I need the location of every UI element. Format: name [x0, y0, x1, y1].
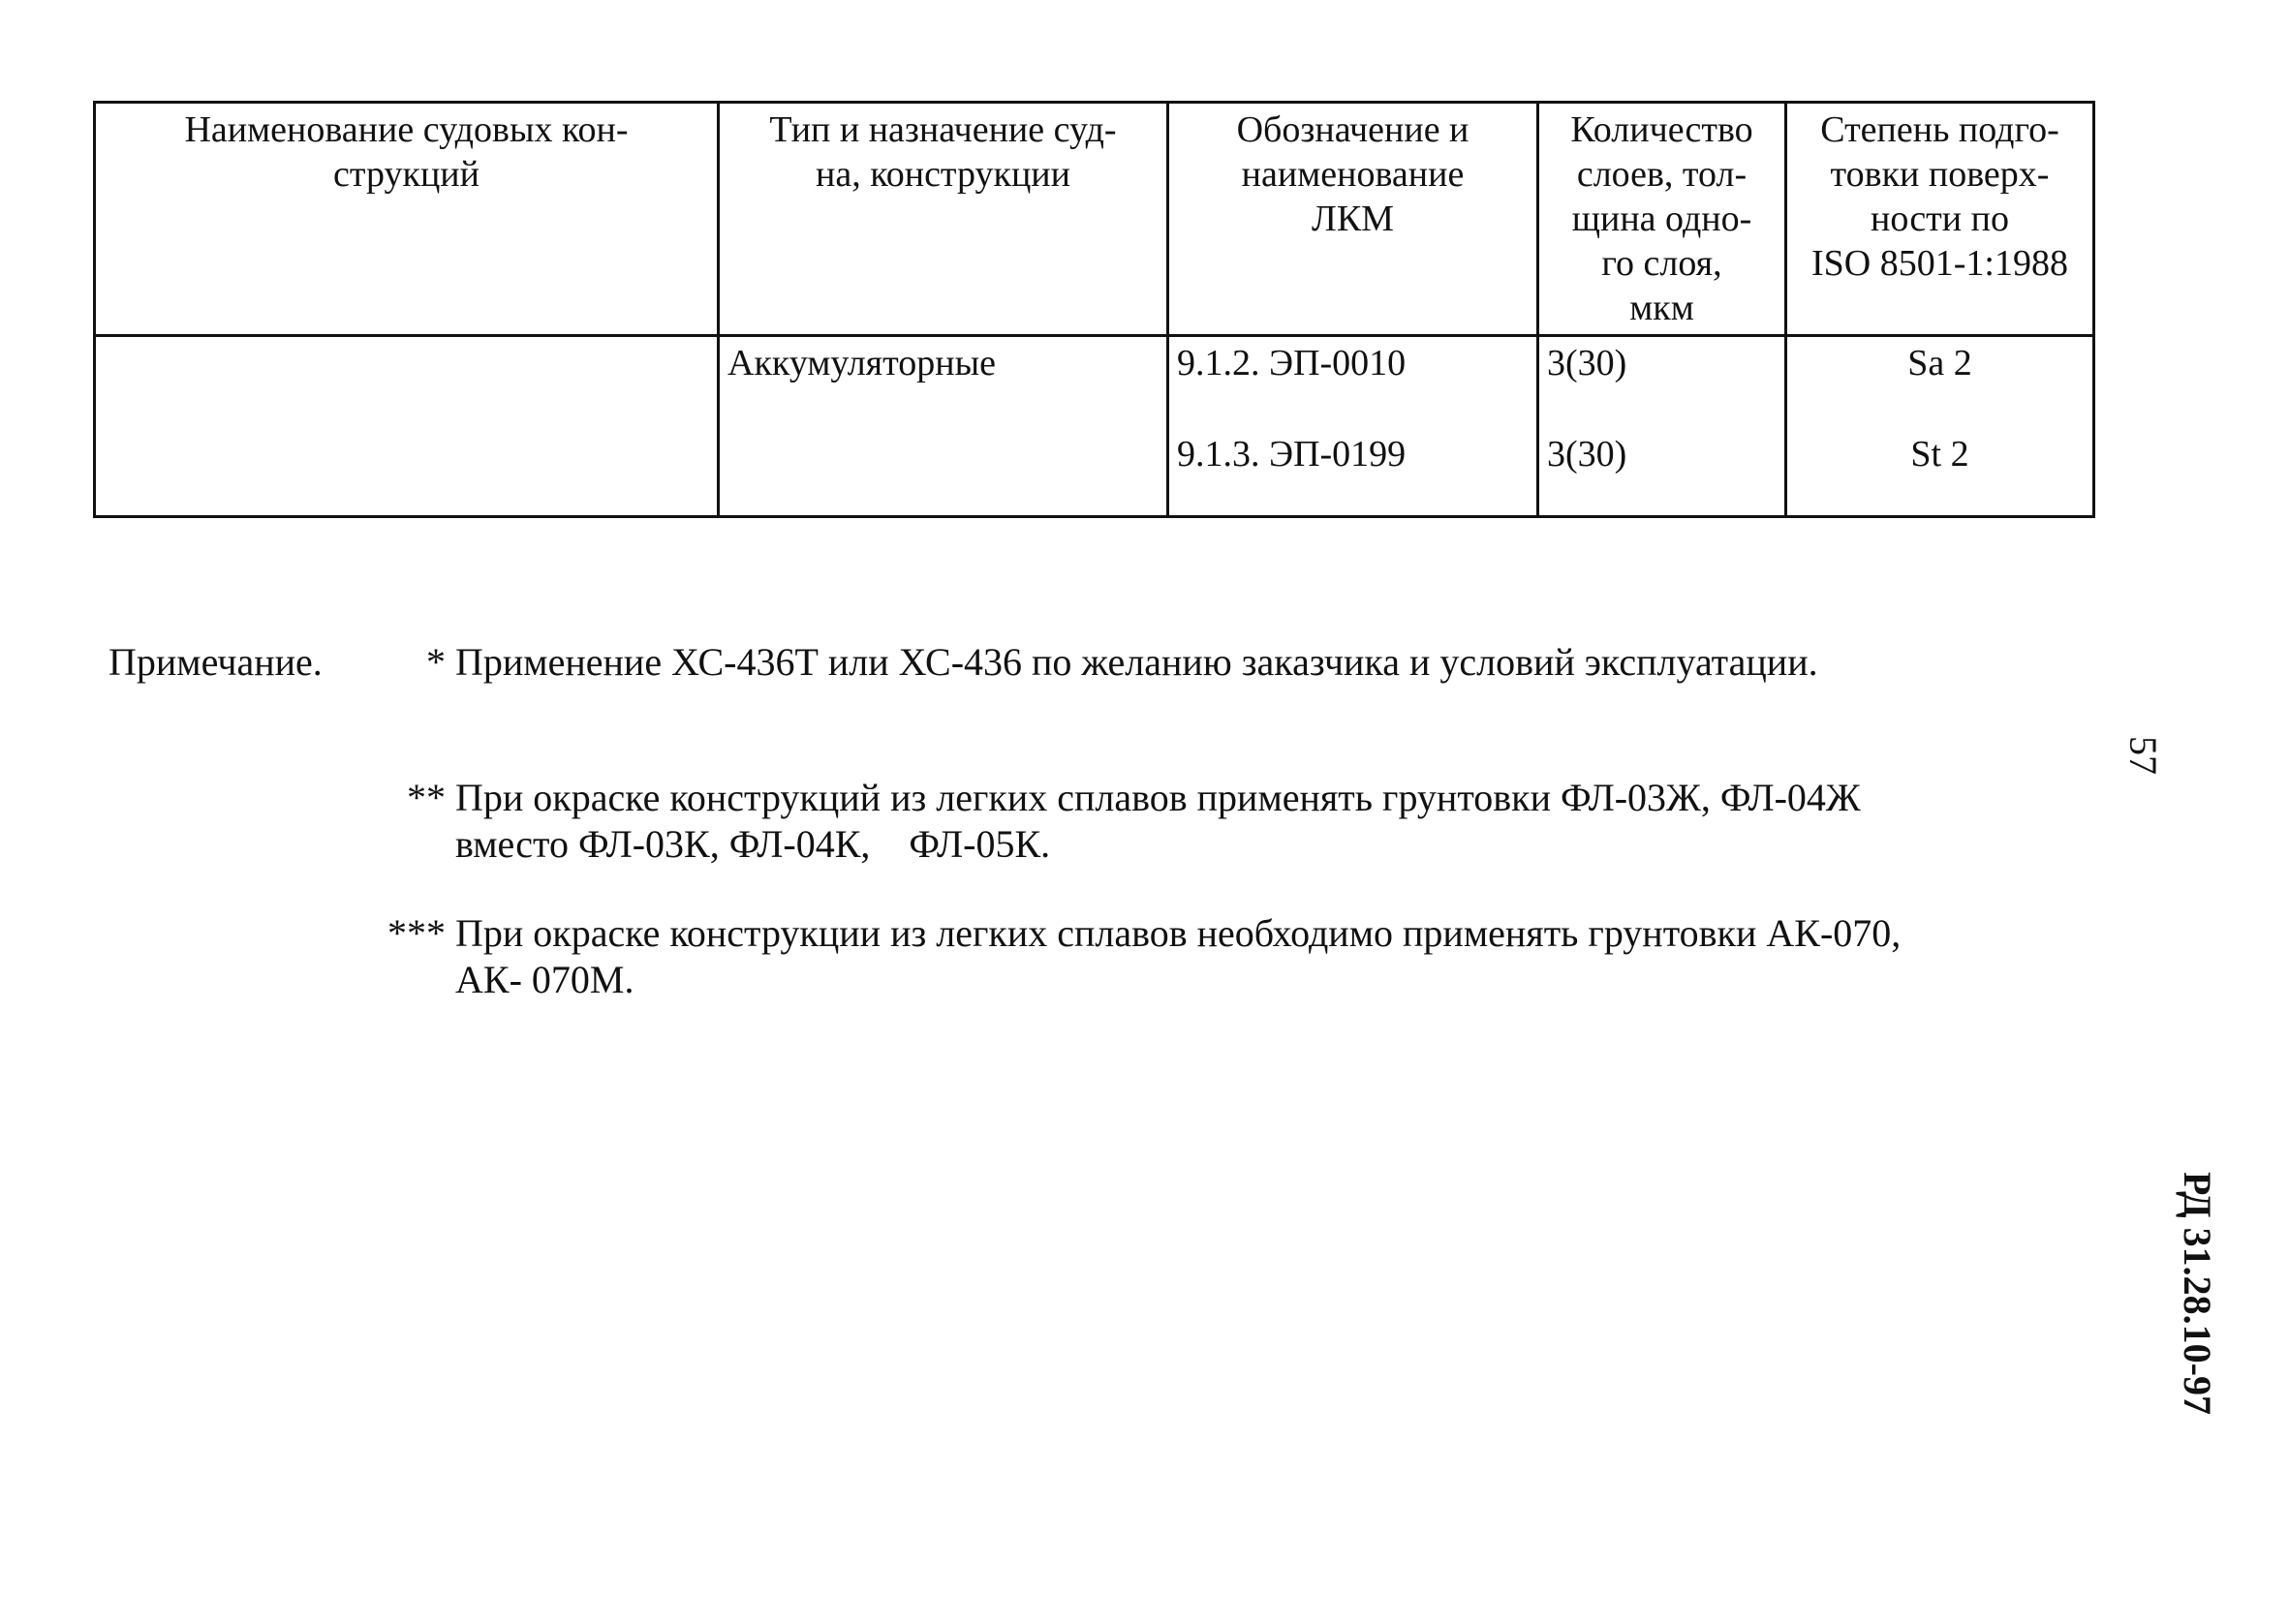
- cell-surface: Sa 2 St 2: [1786, 336, 2094, 517]
- note-text: При окраске конструкций из легких сплавов применять грунтовки ФЛ-03Ж, ФЛ-04Ж вместо ФЛ-03К, ФЛ-04К, ФЛ-05К.: [455, 776, 1861, 866]
- note-text: Применение ХС-436Т или ХС-436 по желанию заказчика и условий эксплуатации.: [455, 640, 1818, 684]
- header-layers-thickness: Количество слоев, тол- щина одно- го слоя, мкм: [1538, 103, 1786, 336]
- cell-construction: [95, 336, 719, 517]
- note-item: [108, 775, 2104, 910]
- note-marker: *: [426, 640, 446, 684]
- cell-type: Аккумуляторные: [719, 336, 1168, 517]
- cell-lkm: 9.1.2. ЭП-0010 9.1.3. ЭП-0199: [1168, 336, 1538, 517]
- coating-spec-table: [93, 101, 2095, 518]
- document-code: РД 31.28.10-97: [2176, 1172, 2219, 1415]
- cell-layers: 3(30) 3(30): [1538, 336, 1786, 517]
- note-marker: **: [407, 776, 446, 819]
- notes-label: Примечание.: [108, 640, 323, 684]
- note-text: При окраске конструкции из легких сплавов необходимо применять грунтовки АК-070, АК- 070М.: [455, 911, 1902, 1001]
- notes-section: [108, 639, 2104, 1046]
- table-header-row: [95, 103, 2094, 336]
- note-item: [108, 910, 2104, 1046]
- note-item: [108, 639, 2104, 775]
- note-marker: ***: [387, 911, 446, 955]
- page-number: 57: [2121, 736, 2165, 775]
- header-lkm-designation: Обозначение и наименование ЛКМ: [1168, 103, 1538, 336]
- header-construction-name: Наименование судовых кон- струкций: [95, 103, 719, 336]
- table-row: [95, 336, 2094, 517]
- header-vessel-type: Тип и назначение суд- на, конструкции: [719, 103, 1168, 336]
- header-surface-preparation: Степень подго- товки поверх- ности по ISO 8501-1:1988: [1786, 103, 2094, 336]
